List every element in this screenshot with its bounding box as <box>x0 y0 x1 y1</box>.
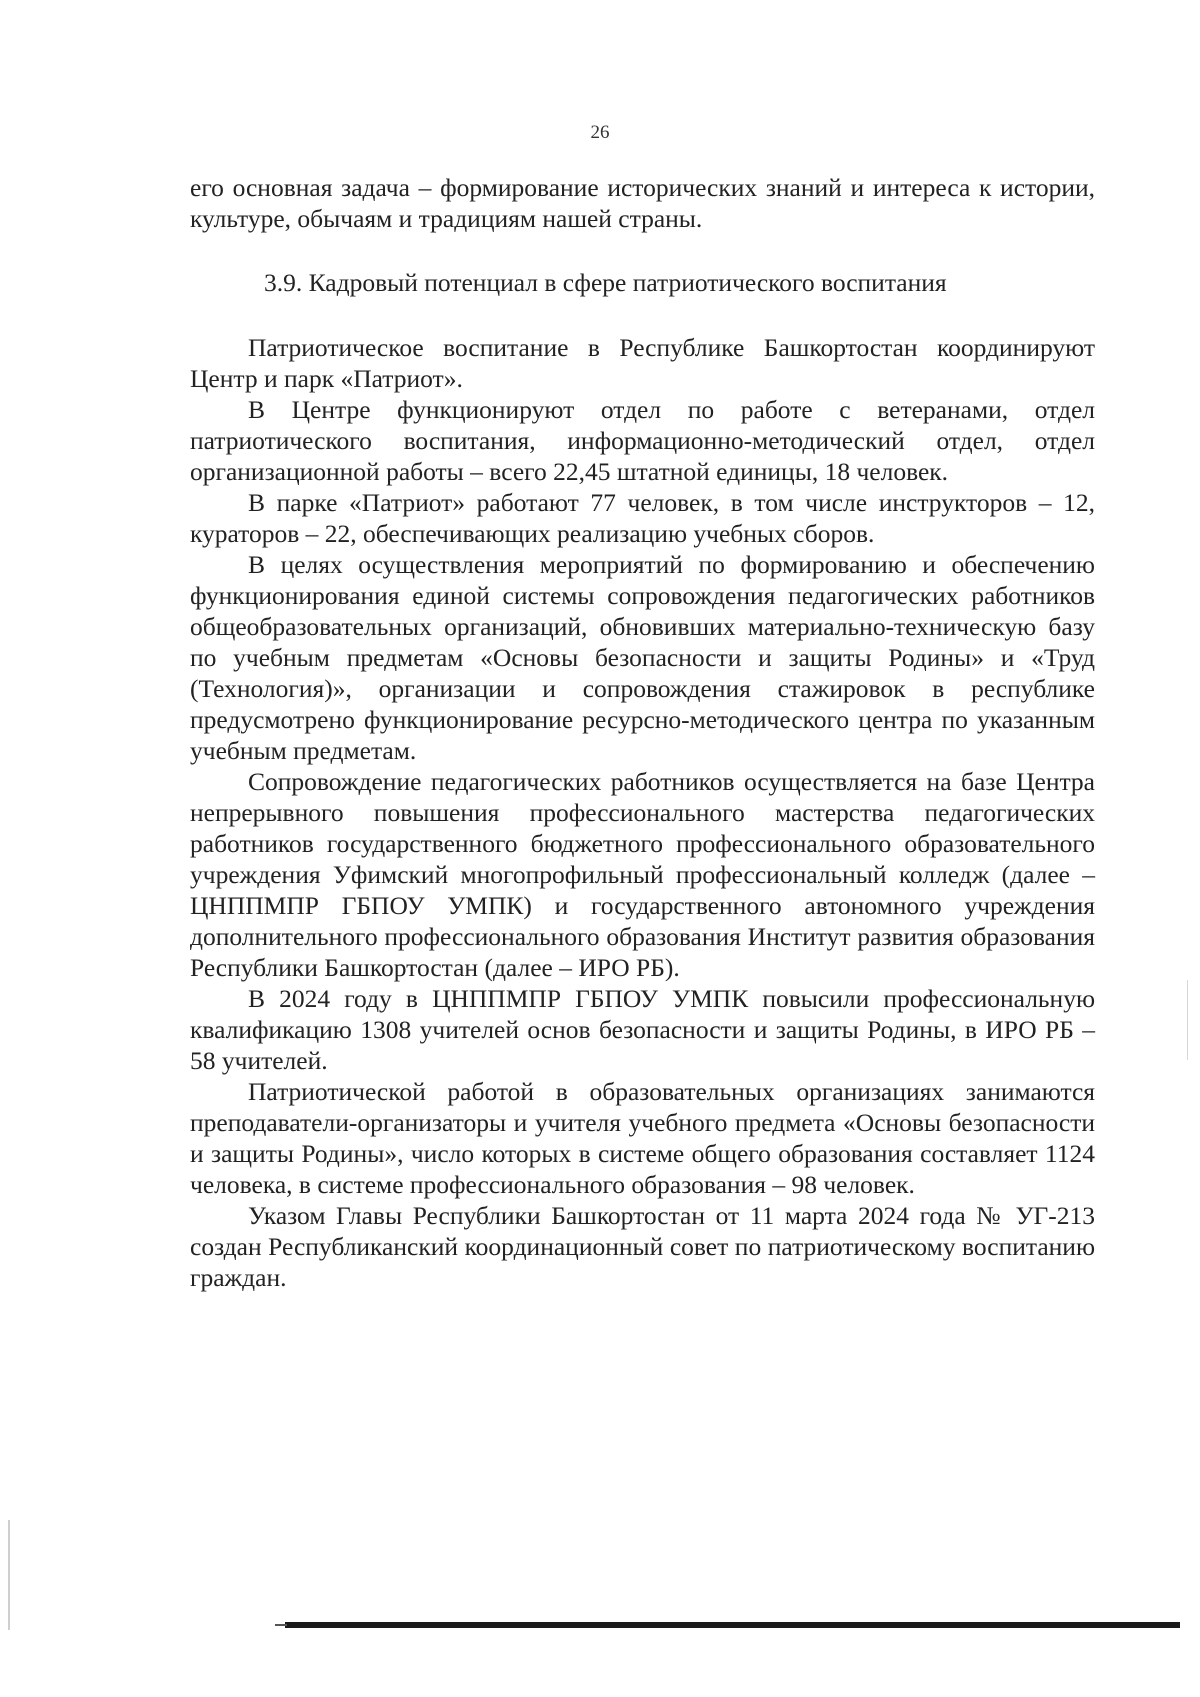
paragraph-park-staff: В парке «Патриот» работают 77 человек, в том числе инструкторов – 12, кураторов – 22, обеспечивающих реализацию учебных сборов. <box>190 488 1095 548</box>
scan-artifact-left <box>8 1520 10 1630</box>
document-body <box>190 172 1095 1293</box>
paragraph-center-departments: В Центре функционируют отдел по работе с ветеранами, отдел патриотического воспитания, информационно-методический отдел, отдел организационной работы – всего 22,45 штатной единицы, 18 человек. <box>190 395 1095 486</box>
scan-artifact-right <box>1187 980 1188 1060</box>
footer-rule <box>285 1622 1180 1628</box>
section-heading: 3.9. Кадровый потенциал в сфере патриотического воспитания <box>264 268 947 297</box>
paragraph-decree: Указом Главы Республики Башкортостан от 11 марта 2024 года № УГ-213 создан Республиканский координационный совет по патриотическому воспитанию граждан. <box>190 1201 1095 1292</box>
paragraph-teacher-support: Сопровождение педагогических работников осуществляется на базе Центра непрерывного повышения профессионального мастерства педагогических работников государственного бюджетного профессионального образовательного учреждения Уфимский многопрофильный профессиональный колледж (далее – ЦНППМПР ГБПОУ УМПК) и государственного автономного учреждения дополнительного профессионального образования Институт развития образования Республики Башкортостан (далее – ИРО РБ). <box>190 767 1095 982</box>
page-number: 26 <box>590 122 610 143</box>
paragraph-coordination: Патриотическое воспитание в Республике Башкортостан координируют Центр и парк «Патриот». <box>190 333 1095 393</box>
paragraph-qualification: В 2024 году в ЦНППМПР ГБПОУ УМПК повысили профессиональную квалификацию 1308 учителей основ безопасности и защиты Родины, в ИРО РБ – 58 учителей. <box>190 984 1095 1075</box>
paragraph-patriotic-work: Патриотической работой в образовательных организациях занимаются преподаватели-организаторы и учителя учебного предмета «Основы безопасности и защиты Родины», число которых в системе общего образования составляет 1124 человека, в системе профессионального образования – 98 человек. <box>190 1077 1095 1199</box>
paragraph-continuation: его основная задача – формирование исторических знаний и интереса к истории, культуре, обычаям и традициям нашей страны. <box>190 173 1095 233</box>
paragraph-resource-center: В целях осуществления мероприятий по формированию и обеспечению функционирования единой системы сопровождения педагогических работников общеобразовательных организаций, обновивших материально-техническую базу по учебным предметам «Основы безопасности и защиты Родины» и «Труд (Технология)», организации и сопровождения стажировок в республике предусмотрено функционирование ресурсно-методического центра по указанным учебным предметам. <box>190 550 1095 765</box>
